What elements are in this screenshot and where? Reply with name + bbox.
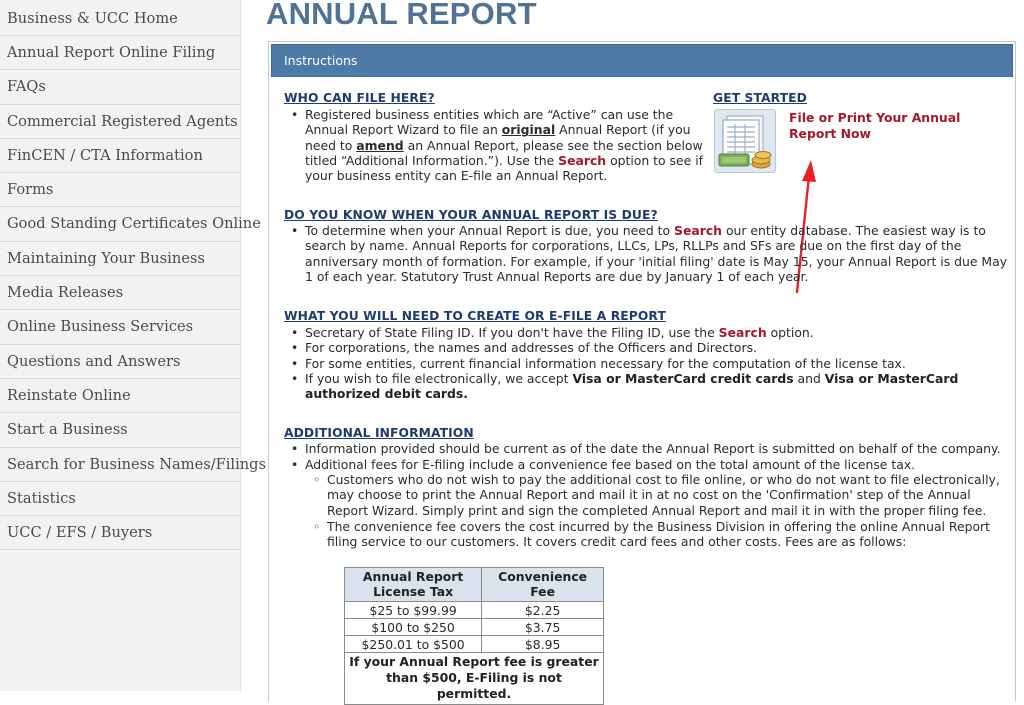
- due-line-4: 1 of each year. Statutory Trust Annual Reports are due by January 1 of each year.: [305, 268, 809, 284]
- search-link-who[interactable]: Search: [558, 152, 607, 168]
- page-title: ANNUAL REPORT: [266, 0, 537, 31]
- fee-tax-cell: $100 to $250: [345, 619, 482, 636]
- sidebar-item-questions-answers[interactable]: Questions and Answers: [0, 345, 240, 379]
- sidebar-nav: [0, 0, 266, 691]
- fee-table-header-row: [345, 568, 604, 602]
- instructions-panel-header: Instructions: [271, 44, 1013, 77]
- additional-info-heading: ADDITIONAL INFORMATION: [284, 426, 474, 440]
- sidebar-item-forms[interactable]: Forms: [0, 173, 240, 207]
- fee-tax-cell: $250.01 to $500: [345, 636, 482, 653]
- additional-subitem-1-line-2: may choose to print the Annual Report and mail it in at no cost on the 'Confirmation' step of the Annual: [327, 487, 971, 503]
- sidebar-item-statistics[interactable]: Statistics: [0, 482, 240, 516]
- sidebar-item-maintaining-business[interactable]: Maintaining Your Business: [0, 242, 240, 276]
- who-line-2: Annual Report Wizard to file an: [305, 122, 502, 138]
- get-started-heading: GET STARTED: [713, 91, 807, 105]
- need-item-4: [305, 371, 1010, 402]
- who-line-3: need to: [305, 137, 357, 153]
- need-item-4-text: If you wish to file electronically, we accept: [305, 371, 573, 386]
- who-can-file-heading: WHO CAN FILE HERE?: [284, 91, 435, 105]
- fee-amount-cell: $8.95: [482, 636, 604, 653]
- need-item-4-bold-1: Visa or MasterCard credit cards: [572, 371, 794, 386]
- fee-amount-cell: $3.75: [482, 619, 604, 636]
- due-line-1: To determine when your Annual Report is due, you need to: [305, 223, 675, 238]
- amend-link[interactable]: amend: [356, 137, 404, 153]
- additional-subitem-1-line-3: Report Wizard. Simply print and sign the completed Annual Report and mail it in with the proper filing fee.: [327, 502, 987, 518]
- sidebar-item-reinstate-online[interactable]: Reinstate Online: [0, 379, 240, 413]
- convenience-fee-table: [344, 567, 604, 705]
- need-item-3: • For some entities, current financial information necessary for the computation of the license tax.: [305, 356, 1010, 371]
- search-link-due[interactable]: Search: [674, 223, 722, 238]
- fee-table-note-row: [345, 653, 604, 705]
- who-line-2-end: Annual Report (if you: [555, 122, 691, 138]
- who-line-3-end: an Annual Report, please see the section below: [403, 137, 703, 153]
- table-row: [345, 636, 604, 653]
- fee-amount-cell: $2.25: [482, 602, 604, 619]
- sidebar-item-fincen-cta[interactable]: FinCEN / CTA Information: [0, 139, 240, 173]
- fee-table-header-license-tax: Annual Report License Tax: [345, 568, 482, 602]
- need-item-1-end: option.: [766, 325, 814, 340]
- need-item-4-mid: and: [793, 371, 825, 386]
- need-item-1: [305, 325, 1010, 340]
- additional-item-2: • Additional fees for E-filing include a convenience fee based on the total amount of the license tax.: [305, 457, 1010, 472]
- due-line-3: anniversary month of formation. For example, if your 'initial filing' date is May 15, your Annual Report is due May: [305, 253, 1008, 269]
- due-line-2: search by name. Annual Reports for corporations, LLCs, LPs, RLLPs and SFs are due on the first day of the: [305, 238, 962, 254]
- who-line-4: titled “Additional Information.”). Use the: [305, 152, 559, 168]
- additional-subitem-2-line-2: filing service to our customers. It covers credit card fees and other costs. Fees are as follows:: [327, 534, 907, 550]
- additional-subitem-2-line-1: ◦ The convenience fee covers the cost incurred by the Business Division in offering the online Annual Report: [327, 519, 990, 534]
- additional-item-1: • Information provided should be current as of the date the Annual Report is submitted on behalf of the company.: [305, 441, 1015, 456]
- who-line-4-end: option to see if: [606, 152, 704, 168]
- sidebar-item-search-business-names[interactable]: Search for Business Names/Filings: [0, 448, 240, 482]
- need-item-2: • For corporations, the names and addresses of the Officers and Directors.: [305, 340, 1010, 355]
- sidebar-item-online-business-services[interactable]: Online Business Services: [0, 310, 240, 344]
- sidebar-item-faqs[interactable]: FAQs: [0, 70, 240, 104]
- sidebar-item-good-standing[interactable]: Good Standing Certificates Online: [0, 207, 240, 241]
- fee-table-header-convenience-fee: Convenience Fee: [482, 568, 604, 602]
- when-due-heading: DO YOU KNOW WHEN YOUR ANNUAL REPORT IS DUE?: [284, 208, 658, 222]
- due-line-1-end: our entity database. The easiest way is to: [722, 223, 986, 238]
- need-item-4-bold-2: Visa or MasterCard: [824, 371, 959, 386]
- fee-tax-cell: $25 to $99.99: [345, 602, 482, 619]
- sidebar-item-media-releases[interactable]: Media Releases: [0, 276, 240, 310]
- when-due-text: [305, 223, 1010, 284]
- table-row: [345, 619, 604, 636]
- sidebar-item-commercial-registered-agents[interactable]: Commercial Registered Agents: [0, 105, 240, 139]
- additional-subitem-1-line-1: ◦ Customers who do not wish to pay the additional cost to file online, or who do not want to file electronically,: [327, 472, 1000, 487]
- search-link-need[interactable]: Search: [718, 325, 767, 340]
- table-row: [345, 602, 604, 619]
- sidebar-item-ucc-efs-buyers[interactable]: UCC / EFS / Buyers: [0, 516, 240, 550]
- who-can-file-text: [305, 107, 705, 183]
- annual-report-document-icon[interactable]: [714, 109, 776, 173]
- sidebar-item-start-business[interactable]: Start a Business: [0, 413, 240, 447]
- who-line-1: Registered business entities which are “Active” can use the: [305, 107, 674, 122]
- sidebar-item-annual-report-online-filing[interactable]: Annual Report Online Filing: [0, 36, 240, 70]
- need-item-1-text: Secretary of State Filing ID. If you don't have the Filing ID, use the: [305, 325, 719, 340]
- file-or-print-annual-report-link[interactable]: File or Print Your Annual Report Now: [789, 110, 961, 141]
- additional-subitem-1: [327, 472, 1012, 518]
- fee-table-note: If your Annual Report fee is greater than $500, E-Filing is not permitted.: [345, 653, 604, 705]
- who-line-5: your business entity can E-file an Annual Report.: [305, 168, 608, 184]
- original-link[interactable]: original: [501, 122, 556, 138]
- need-item-4-bold-3: authorized debit cards.: [305, 386, 468, 402]
- what-you-need-heading: WHAT YOU WILL NEED TO CREATE OR E-FILE A REPORT: [284, 309, 666, 323]
- additional-subitem-2: [327, 519, 1012, 550]
- sidebar-item-business-ucc-home[interactable]: Business & UCC Home: [0, 0, 240, 36]
